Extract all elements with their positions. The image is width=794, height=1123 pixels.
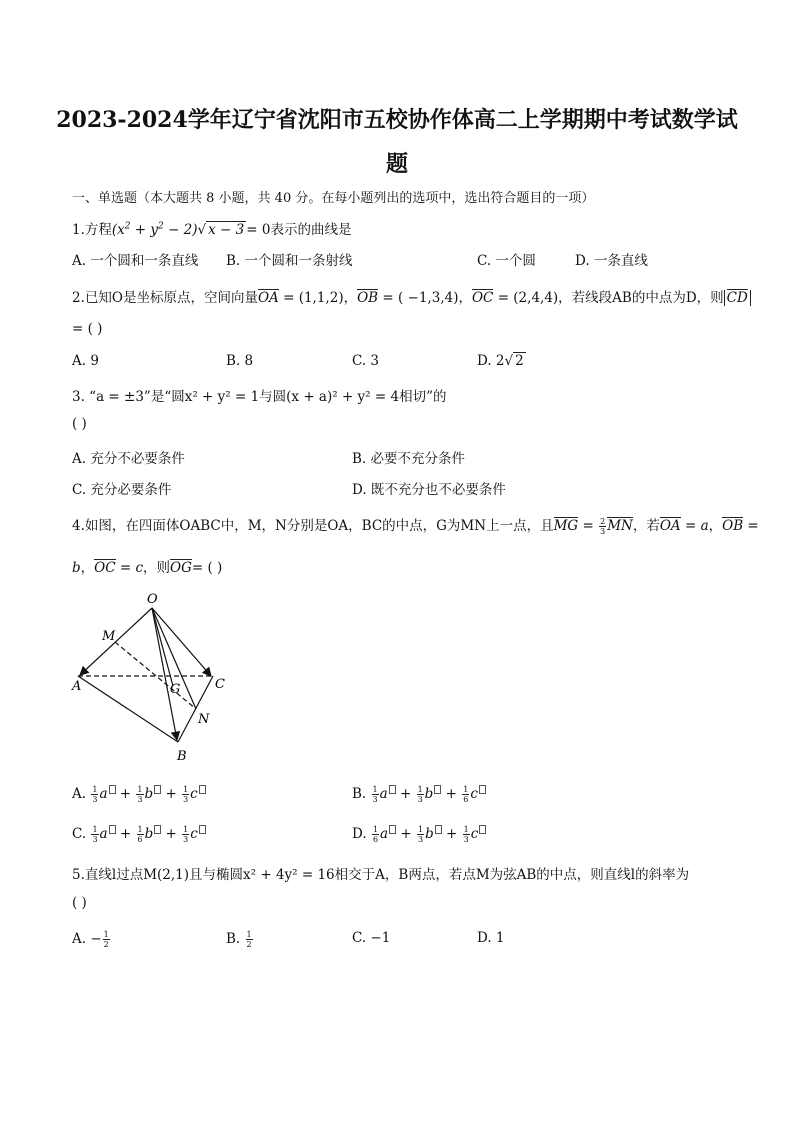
label-a: A bbox=[72, 679, 82, 694]
q1-option-d: D. 一条直线 bbox=[575, 253, 648, 269]
question-prefix: 方程 bbox=[84, 222, 112, 238]
sqrt-expr: x − 3 bbox=[208, 222, 245, 238]
ob-value: = ( −1,3,4)， bbox=[382, 290, 472, 306]
question-number: 2. bbox=[72, 290, 85, 306]
q3-option-a: A. 充分不必要条件 bbox=[72, 451, 185, 467]
q1-option-b: B. 一个圆和一条射线 bbox=[226, 253, 353, 269]
question-2 bbox=[72, 286, 751, 306]
exam-title-cont: 题 bbox=[385, 151, 408, 177]
equation: $(x^2 + y^2 - 2)$ bbox=[111, 221, 198, 238]
label-g: G bbox=[170, 682, 181, 697]
q5-option-a: A. − $\frac{1}{2}$ bbox=[72, 930, 109, 949]
q2-option-c: C. 3 bbox=[352, 353, 380, 369]
question-3: 3. “a = ±3”是“圆x² + y² = 1与圆(x + a)² + y² = 4相切”的 bbox=[72, 389, 447, 405]
tetrahedron-figure bbox=[70, 590, 230, 765]
q5-option-b: B. $\frac{1}{2}$ bbox=[226, 930, 252, 949]
label-b: B bbox=[177, 749, 187, 764]
vector-ob: OB bbox=[357, 290, 379, 306]
q3-option-b: B. 必要不充分条件 bbox=[352, 451, 466, 467]
question-text: 已知O是坐标原点，空间向量 bbox=[84, 290, 258, 306]
abs-cd: CD bbox=[724, 290, 751, 306]
label-n: N bbox=[198, 712, 210, 727]
question-5: 5.直线l过点M(2,1)且与椭圆x² + 4y² = 16相交于A，B两点，若点M为弦AB的中点，则直线l的斜率为 bbox=[72, 867, 690, 883]
q2-option-a: A. 9 bbox=[72, 353, 99, 369]
q3-option-c: C. 充分必要条件 bbox=[72, 482, 172, 498]
q1-option-a: A. 一个圆和一条直线 bbox=[72, 253, 199, 269]
q4-option-a: A. $\frac{1}{3}$ a + $\frac{1}{3}$ b + $\frac{1}{3}$ c bbox=[72, 785, 206, 804]
q1-option-c: C. 一个圆 bbox=[477, 253, 536, 269]
question-1: 1.方程$(x^2 + y^2 - 2)√$ x − 3 = 0表示的曲线是 bbox=[72, 221, 352, 238]
question-number: 1. bbox=[72, 222, 85, 238]
vector-oa: OA bbox=[257, 290, 279, 306]
q3-option-d: D. 既不充分也不必要条件 bbox=[352, 482, 506, 498]
label-m: M bbox=[102, 629, 116, 644]
vector-oc: OC bbox=[471, 290, 494, 306]
exam-title: 2023-2024学年辽宁省沈阳市五校协作体高二上学期期中考试数学试 bbox=[56, 107, 738, 133]
q5-option-d: D. 1 bbox=[477, 930, 505, 946]
q5-option-c: C. −1 bbox=[352, 930, 391, 946]
q2-option-d: D. 2√ 2 bbox=[477, 353, 524, 369]
q4-option-c: C. $\frac{1}{3}$ a + $\frac{1}{6}$ b + $\frac{1}{3}$ c bbox=[72, 825, 206, 844]
oa-value: = (1,1,2)， bbox=[283, 290, 358, 306]
q4-option-d: D. $\frac{1}{6}$ a + $\frac{1}{3}$ b + $\frac{1}{3}$ c bbox=[352, 825, 486, 844]
label-o: O bbox=[147, 592, 158, 607]
q3-paren: ( ) bbox=[72, 416, 87, 432]
question-4: 4.如图，在四面体OABC中，M，N分别是OA，BC的中点，G为MN上一点，且MG = $\frac{2}{3}$ MN，若OA = a，OB = bbox=[72, 517, 759, 536]
label-c: C bbox=[215, 677, 225, 692]
question-suffix: = 0表示的曲线是 bbox=[246, 222, 352, 238]
q5-paren: ( ) bbox=[72, 895, 87, 911]
question-text: 4.如图，在四面体OABC中，M，N分别是OA，BC的中点，G为MN上一点，且 bbox=[72, 518, 554, 534]
q2-option-b: B. 8 bbox=[226, 353, 254, 369]
q4-option-b: B. $\frac{1}{3}$ a + $\frac{1}{3}$ b + $\frac{1}{6}$ c bbox=[352, 785, 486, 804]
section-heading: 一、单选题（本大题共 8 小题，共 40 分。在每小题列出的选项中，选出符合题目的一项） bbox=[72, 191, 595, 206]
q2-continuation: = ( ) bbox=[72, 321, 103, 337]
question-4-cont: b，OC = c，则OG= ( ) bbox=[72, 560, 223, 576]
oc-value: = (2,4,4)，若线段AB的中点为D，则 bbox=[497, 290, 724, 306]
